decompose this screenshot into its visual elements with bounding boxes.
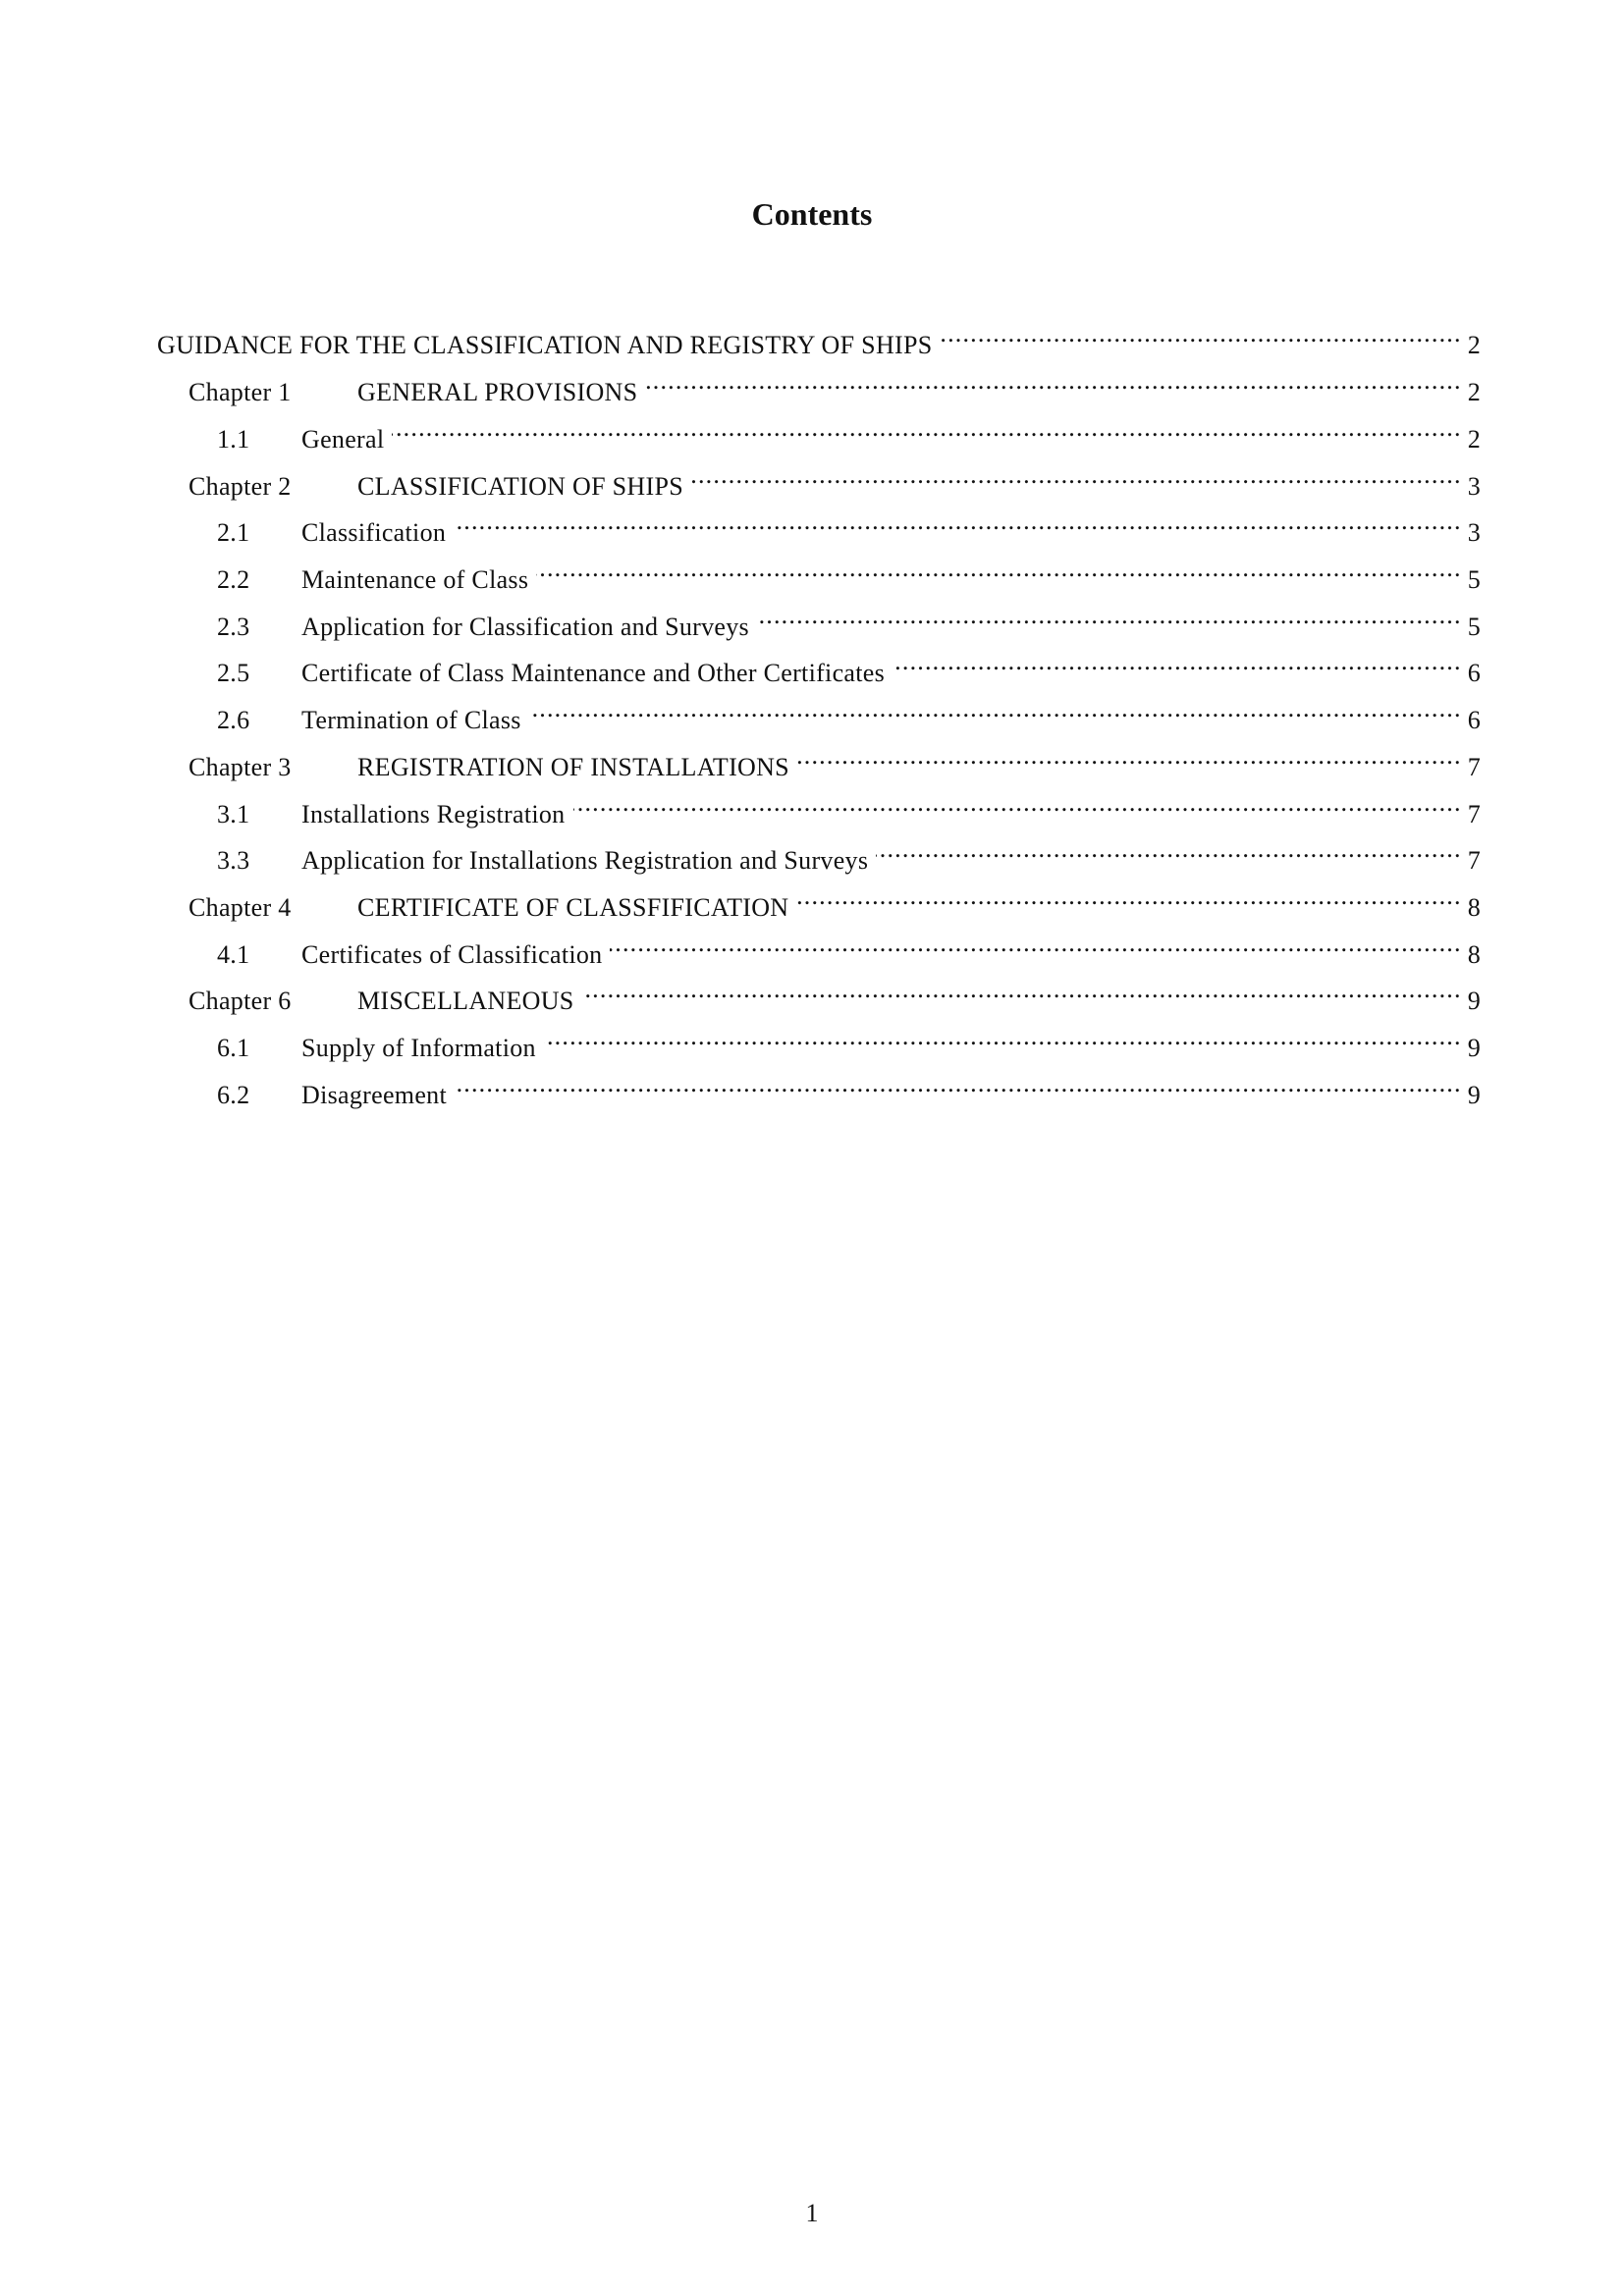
toc-entry-label: Certificate of Class Maintenance and Other Certificates xyxy=(301,659,886,687)
toc-entry-number: 6.1 xyxy=(217,1034,250,1062)
toc-entry-label: Certificates of Classification xyxy=(301,940,603,969)
toc-entry[interactable] xyxy=(189,736,1481,781)
toc-entry-label: CERTIFICATE OF CLASSFIFICATION xyxy=(357,893,789,922)
toc-entry[interactable] xyxy=(189,877,1481,922)
toc-entry-page: 2 xyxy=(1467,331,1481,359)
toc-entry-number: 4.1 xyxy=(217,940,250,969)
toc-leader-dots xyxy=(536,549,1461,588)
toc-entry-number: 3.1 xyxy=(217,800,250,828)
toc-entry[interactable] xyxy=(217,783,1481,828)
toc-entry-page: 5 xyxy=(1467,565,1481,594)
toc-entry[interactable] xyxy=(189,970,1481,1015)
toc-entry-page: 8 xyxy=(1467,893,1481,922)
toc-entry-page: 5 xyxy=(1467,613,1481,641)
toc-entry-page: 9 xyxy=(1467,1081,1481,1109)
toc-entry-page: 6 xyxy=(1467,706,1481,734)
toc-entry-label: MISCELLANEOUS xyxy=(357,987,574,1015)
toc-leader-dots xyxy=(454,502,1462,541)
toc-entry[interactable] xyxy=(157,314,1481,359)
toc-entry-number: Chapter 4 xyxy=(189,893,292,922)
toc-entry-label: Termination of Class xyxy=(301,706,521,734)
toc-entry-label: General xyxy=(301,425,385,454)
toc-entry[interactable] xyxy=(189,455,1481,501)
toc-entry[interactable] xyxy=(217,1017,1481,1062)
toc-entry[interactable] xyxy=(217,549,1481,594)
toc-leader-dots xyxy=(797,736,1462,775)
toc-entry[interactable] xyxy=(189,361,1481,406)
toc-entry-page: 6 xyxy=(1467,659,1481,687)
toc-entry-number: 3.3 xyxy=(217,846,250,875)
toc-leader-dots xyxy=(610,924,1461,963)
toc-entry-page: 3 xyxy=(1467,518,1481,547)
toc-entry[interactable] xyxy=(217,502,1481,547)
toc-entry-number: 2.5 xyxy=(217,659,250,687)
toc-entry[interactable] xyxy=(217,642,1481,687)
toc-entry-number: 2.6 xyxy=(217,706,250,734)
toc-entry[interactable] xyxy=(217,829,1481,875)
toc-entry-page: 2 xyxy=(1467,425,1481,454)
toc-entry-label: GENERAL PROVISIONS xyxy=(357,378,638,406)
toc-leader-dots xyxy=(645,361,1461,400)
toc-entry-page: 3 xyxy=(1467,472,1481,501)
toc-entry-label: Maintenance of Class xyxy=(301,565,529,594)
toc-entry[interactable] xyxy=(217,596,1481,641)
toc-leader-dots xyxy=(691,455,1462,495)
toc-entry-number: Chapter 2 xyxy=(189,472,292,501)
toc-entry-number: 2.3 xyxy=(217,613,250,641)
toc-entry-number: 2.1 xyxy=(217,518,250,547)
toc-entry-number: Chapter 1 xyxy=(189,378,292,406)
toc-entry-number: 2.2 xyxy=(217,565,250,594)
toc-leader-dots xyxy=(573,783,1462,823)
toc-entry-label: GUIDANCE FOR THE CLASSIFICATION AND REGISTRY OF SHIPS xyxy=(157,331,933,359)
toc-entry-label: Classification xyxy=(301,518,447,547)
toc-entry-label: Supply of Information xyxy=(301,1034,536,1062)
page-title: Contents xyxy=(751,196,873,232)
toc-entry-page: 2 xyxy=(1467,378,1481,406)
toc-entry-page: 8 xyxy=(1467,940,1481,969)
toc-leader-dots xyxy=(544,1017,1462,1056)
toc-leader-dots xyxy=(455,1064,1462,1103)
toc-entry[interactable] xyxy=(217,1064,1481,1109)
toc-entry-label: REGISTRATION OF INSTALLATIONS xyxy=(357,753,789,781)
toc-entry-page: 7 xyxy=(1467,800,1481,828)
toc-entry-number: Chapter 6 xyxy=(189,987,292,1015)
toc-entry-page: 7 xyxy=(1467,753,1481,781)
page-number: 1 xyxy=(805,2199,819,2227)
toc-entry-page: 9 xyxy=(1467,1034,1481,1062)
toc-leader-dots xyxy=(796,877,1461,916)
toc-entry-page: 7 xyxy=(1467,846,1481,875)
toc-leader-dots xyxy=(941,314,1462,353)
toc-entry-label: Disagreement xyxy=(301,1081,447,1109)
toc-leader-dots xyxy=(893,642,1462,681)
toc-leader-dots xyxy=(757,596,1462,635)
toc-entry-label: Installations Registration xyxy=(301,800,566,828)
toc-entry[interactable] xyxy=(217,924,1481,969)
toc-entry-label: Application for Classification and Surveys xyxy=(301,613,749,641)
toc-entry-label: Application for Installations Registration and Surveys xyxy=(301,846,869,875)
toc-entry-label: CLASSIFICATION OF SHIPS xyxy=(357,472,683,501)
toc-leader-dots xyxy=(529,689,1462,728)
toc-leader-dots xyxy=(582,970,1462,1009)
toc-entry-number: Chapter 3 xyxy=(189,753,292,781)
toc-entry[interactable] xyxy=(217,689,1481,734)
toc-leader-dots xyxy=(392,408,1461,448)
toc-entry-number: 1.1 xyxy=(217,425,250,454)
toc-leader-dots xyxy=(876,829,1461,869)
toc-entry-number: 6.2 xyxy=(217,1081,250,1109)
toc-entry[interactable] xyxy=(217,408,1481,454)
toc-entry-page: 9 xyxy=(1467,987,1481,1015)
